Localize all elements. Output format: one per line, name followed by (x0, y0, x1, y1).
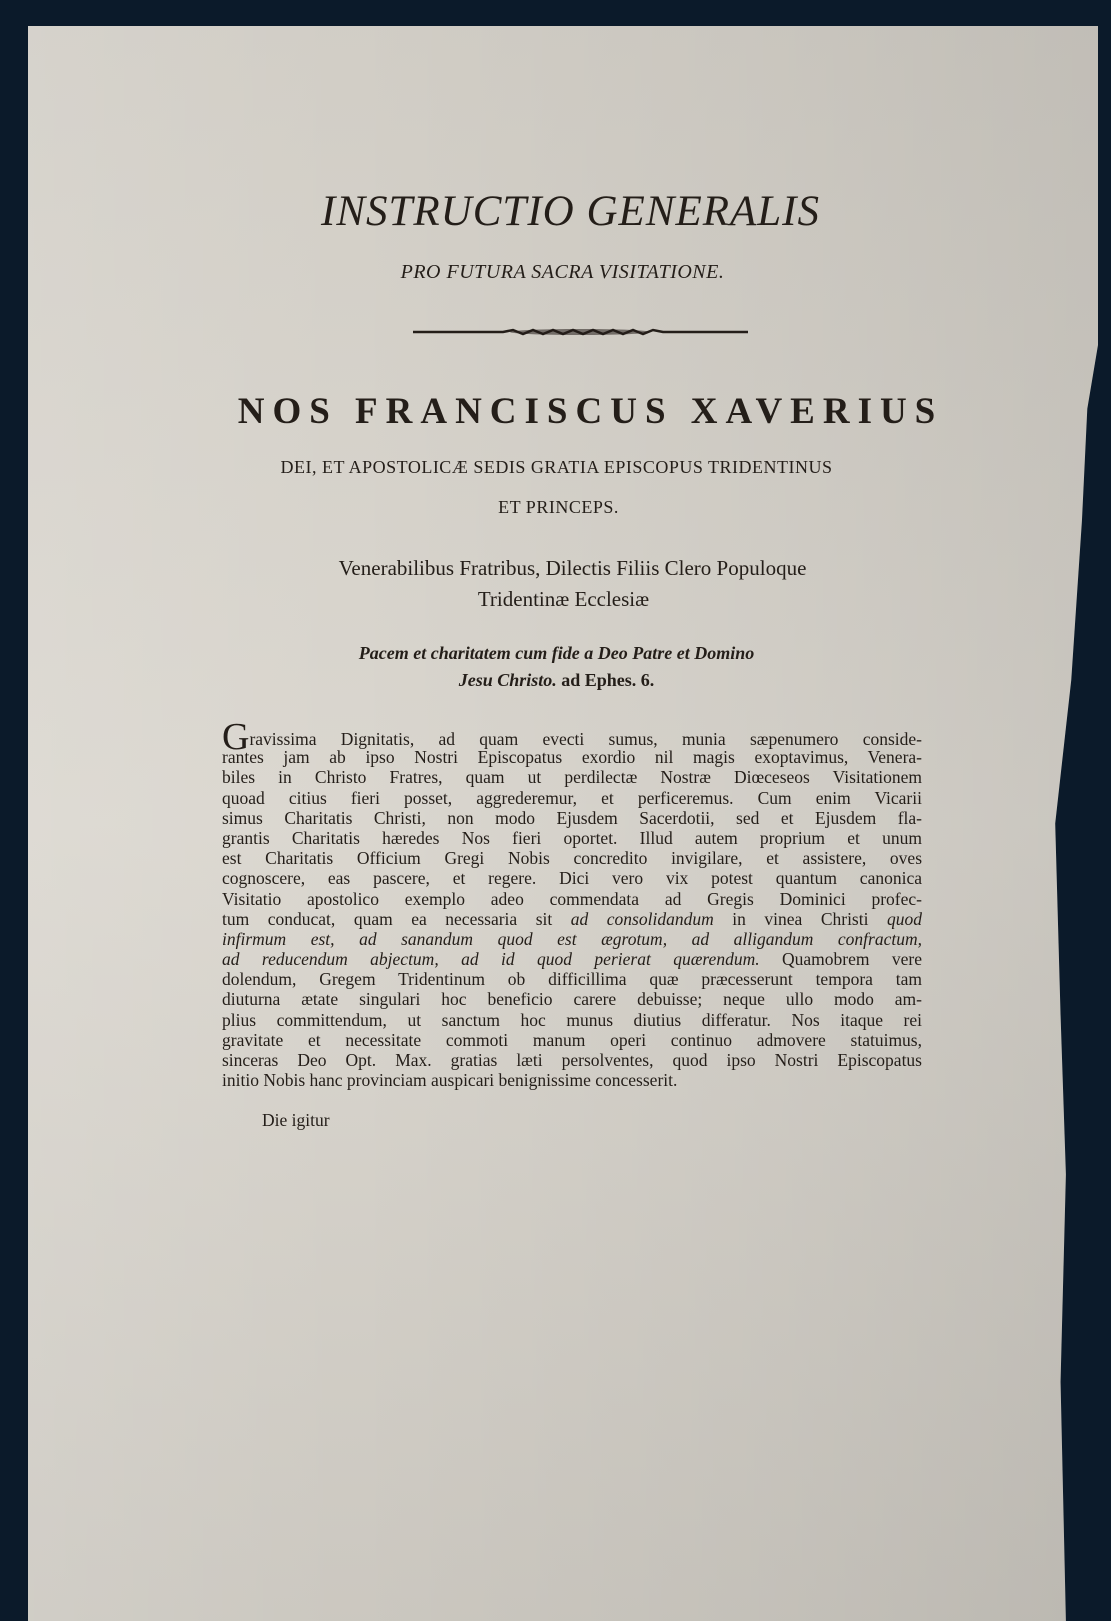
document-title: INSTRUCTIO GENERALIS (321, 188, 820, 235)
body-italic-span: ad consolidandum (570, 908, 714, 929)
address-line-1: Venerabilibus Fratribus, Dilectis Filiis Clero Populoque (338, 556, 807, 580)
body-line: est Charitatis Officium Gregi Nobis concredito invigilare, et assistere, oves (222, 848, 922, 869)
body-line: infirmum est, ad sanandum quod est ægrotum, ad alligandum confractum, (222, 928, 922, 949)
body-italic-span: ad reducendum abjectum, ad id quod perierat quærendum. (222, 949, 760, 970)
body-line: cognoscere, eas pascere, et regere. Dici vero vix potest quantum canonica (222, 868, 922, 889)
address-line-2: Tridentinæ Ecclesiæ (477, 587, 650, 611)
greeting-line-1: Pacem et charitatem cum fide a Deo Patre et Domino (358, 643, 755, 663)
body-line: gravitate et necessitate commoti manum operi continuo admovere statuimus, (222, 1029, 922, 1050)
closing-catchword: Die igitur (262, 1110, 330, 1130)
ornamental-rule (413, 325, 748, 339)
body-line: plius committendum, ut sanctum hoc munus diutius differatur. Nos itaque rei (222, 1009, 922, 1030)
body-line: initio Nobis hanc provinciam auspicari benignissime concesserit. (222, 1070, 678, 1091)
body-line: quoad citius fieri posset, aggrederemur, et perficeremus. Cum enim Vicarii (222, 787, 922, 808)
body-line: Visitatio apostolico exemplo adeo commendata ad Gregis Dominici profec- (222, 888, 922, 909)
body-line: dolendum, Gregem Tridentinum ob difficillima quæ præcesserunt tempora tam (222, 969, 922, 990)
body-line (222, 909, 922, 929)
body-text-span: in vinea Christi (713, 908, 887, 929)
body-line: simus Charitatis Christi, non modo Ejusdem Sacerdotii, sed et Ejusdem fla- (222, 807, 922, 828)
greeting-scripture-name: Jesu Christo. (458, 670, 557, 690)
body-line: grantis Charitatis hæredes Nos fieri oportet. Illud autem proprium et unum (222, 827, 922, 848)
body-line: rantes jam ab ipso Nostri Episcopatus exordio nil magis exoptavimus, Venera- (222, 747, 922, 768)
drop-cap: G (222, 716, 250, 758)
body-italic-span: quod (887, 908, 922, 929)
body-line: diuturna ætate singulari hoc beneficio carere debuisse; neque ullo modo am- (222, 989, 922, 1010)
body-line: biles in Christo Fratres, quam ut perdilectæ Nostræ Diœceseos Visitationem (222, 767, 922, 788)
heading-princeps-line: ET PRINCEPS. (498, 497, 619, 517)
body-line (222, 949, 922, 969)
body-paragraph (222, 716, 922, 1091)
body-text-span: tum conducat, quam ea necessaria sit (222, 908, 571, 929)
body-line-text: ravissima Dignitatis, ad quam evecti sumus, munia sæpenumero conside- (249, 729, 922, 749)
body-text-span: Quamobrem vere (759, 949, 922, 970)
heading-title-line: DEI, ET APOSTOLICÆ SEDIS GRATIA EPISCOPUS TRIDENTINUS (280, 457, 833, 477)
document-subtitle: PRO FUTURA SACRA VISITATIONE. (400, 261, 725, 283)
body-line: sinceras Deo Opt. Max. gratias læti persolventes, quod ipso Nostri Episcopatus (222, 1050, 922, 1070)
greeting-scripture-ref: ad Ephes. 6. (556, 670, 655, 690)
heading-name: NOS FRANCISCUS XAVERIUS (237, 391, 944, 432)
greeting-line-2 (1, 670, 1111, 691)
